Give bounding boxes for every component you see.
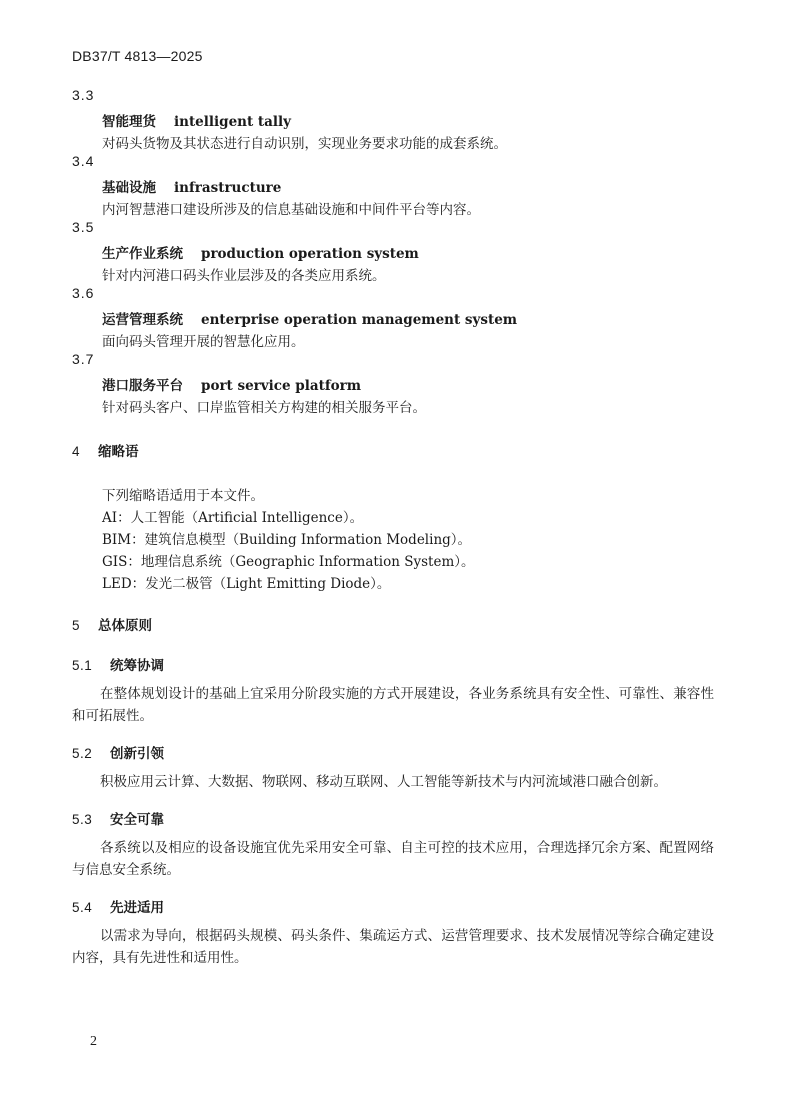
subsection-title: 创新引领 xyxy=(110,746,164,762)
term-definition: 对码头货物及其状态进行自动识别，实现业务要求功能的成套系统。 xyxy=(102,136,507,152)
term-en: enterprise operation management system xyxy=(201,312,518,328)
term-zh: 智能理货 xyxy=(102,114,156,130)
section-title: 缩略语 xyxy=(98,444,139,459)
subsection-number: 5.3 xyxy=(72,812,93,827)
term-definition: 针对内河港口码头作业层涉及的各类应用系统。 xyxy=(102,268,386,284)
subsection-title: 安全可靠 xyxy=(110,812,164,828)
abbreviation-intro: 下列缩略语适用于本文件。 xyxy=(102,488,264,504)
term-number: 3.5 xyxy=(72,219,95,235)
term-definition: 内河智慧港口建设所涉及的信息基础设施和中间件平台等内容。 xyxy=(102,202,480,218)
document-number: DB37/T 4813—2025 xyxy=(72,48,203,64)
term-title xyxy=(102,110,291,130)
section-heading xyxy=(72,614,152,634)
abbreviation-item: AI：人工智能（Artificial Intelligence）。 xyxy=(102,510,364,526)
subsection-text: 以需求为导向，根据码头规模、码头条件、集疏运方式、运营管理要求、技术发展情况等综合确定建设内容，具有先进性和适用性。 xyxy=(72,928,714,966)
subsection-text: 各系统以及相应的设备设施宜优先采用安全可靠、自主可控的技术应用，合理选择冗余方案、配置网络与信息安全系统。 xyxy=(72,840,714,878)
term-en: production operation system xyxy=(201,246,419,262)
subsection-number: 5.1 xyxy=(72,658,93,673)
subsection-number: 5.4 xyxy=(72,900,93,915)
term-zh: 生产作业系统 xyxy=(102,246,183,262)
term-title xyxy=(102,374,361,394)
abbreviation-item: GIS：地理信息系统（Geographic Information System）。 xyxy=(102,554,475,570)
term-en: intelligent tally xyxy=(174,114,292,130)
term-en: infrastructure xyxy=(174,180,282,196)
term-number: 3.7 xyxy=(72,351,95,367)
term-zh: 基础设施 xyxy=(102,180,156,196)
subsection-title: 统筹协调 xyxy=(110,658,164,674)
term-zh: 运营管理系统 xyxy=(102,312,183,328)
term-en: port service platform xyxy=(201,378,362,394)
term-title xyxy=(102,242,419,262)
term-number: 3.4 xyxy=(72,153,95,169)
page-number: 2 xyxy=(90,1034,97,1049)
abbreviation-item: BIM：建筑信息模型（Building Information Modeling）。 xyxy=(102,532,472,548)
term-number: 3.6 xyxy=(72,285,95,301)
section-number: 4 xyxy=(72,444,80,459)
section-title: 总体原则 xyxy=(98,618,152,633)
section-heading xyxy=(72,440,139,460)
subsection-heading xyxy=(72,654,164,674)
term-title xyxy=(102,176,281,196)
subsection-heading xyxy=(72,742,164,762)
subsection-number: 5.2 xyxy=(72,746,93,761)
abbreviation-item: LED：发光二极管（Light Emitting Diode）。 xyxy=(102,576,391,592)
term-definition: 面向码头管理开展的智慧化应用。 xyxy=(102,334,305,350)
term-definition: 针对码头客户、口岸监管相关方构建的相关服务平台。 xyxy=(102,400,426,416)
subsection-heading xyxy=(72,808,164,828)
term-title xyxy=(102,308,517,328)
term-zh: 港口服务平台 xyxy=(102,378,183,394)
subsection-text: 在整体规划设计的基础上宜采用分阶段实施的方式开展建设，各业务系统具有安全性、可靠性、兼容性和可拓展性。 xyxy=(72,686,714,724)
subsection-text: 积极应用云计算、大数据、物联网、移动互联网、人工智能等新技术与内河流域港口融合创新。 xyxy=(100,774,667,790)
section-number: 5 xyxy=(72,618,80,633)
subsection-title: 先进适用 xyxy=(110,900,164,916)
subsection-heading xyxy=(72,896,164,916)
term-number: 3.3 xyxy=(72,87,95,103)
